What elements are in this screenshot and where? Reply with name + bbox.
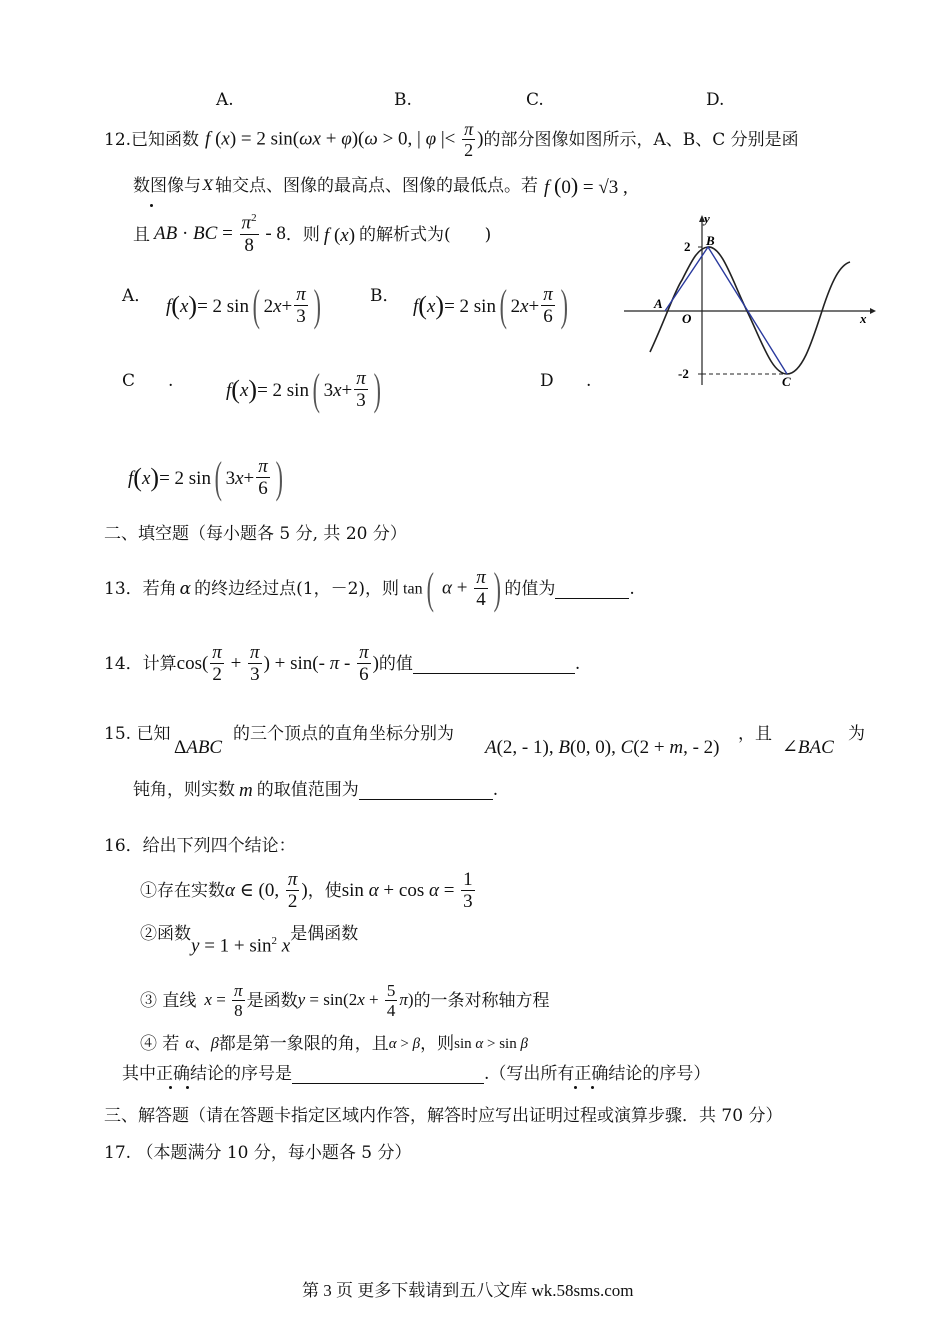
q12-text5: 且 [133,224,150,245]
y-axis-label: y [704,211,710,226]
q15-mid2: ，且 [738,724,772,744]
q12-line2 [133,171,628,201]
q13-answer-blank [555,580,629,599]
tick-minus2-label: -2 [678,366,689,381]
q12-text2: 的部分图像如图所示，A、B、C 分别是函 [483,129,799,150]
choice-d: D. [706,90,725,110]
q12-sine-graph [620,210,880,390]
q15-angle: ∠BAC [782,737,834,758]
q13-alpha: α [179,578,192,599]
q16-answer-line: 其中正确结论的序号是 .（写出所有正确结论的序号） [122,1063,711,1084]
q15-coordinates: A(2, - 1), B(0, 0), C(2 + m, - 2) [485,737,720,758]
q15-post: 为 [848,724,865,744]
x-axis-arrow-icon [870,308,876,314]
q15-pre: 15. 已知 [104,724,171,744]
q12-function-def: f (x) = 2 sin(ωx + φ)(ω > 0, | φ |< $\frac{\pi}{2}$ ) [205,118,484,160]
q12-x-letter: X [203,178,213,194]
q16-heading: 16．给出下列四个结论： [104,836,296,856]
q14-pre: 14．计算 [104,653,177,674]
q13-post: 的值为 [504,578,556,599]
q15-line2: 钝角，则实数 m 的取值范围为 . [133,779,499,801]
q15-mid: 的三个顶点的直角坐标分别为 [233,724,454,744]
q12-opt-a-formula: f ( x ) = 2 sin ( 2 x + $\frac{\pi}{3}$ ) [166,281,321,330]
choice-a: A. [216,90,234,110]
q17-heading: 17. （本题满分 10 分，每小题各 5 分） [104,1143,412,1163]
q12-opt-a-label: A． [122,286,152,306]
q14-post: 的值 [378,653,413,674]
x-axis-label: x [860,311,867,326]
q12-text4: 轴交点、图像的最高点、图像的最低点。若 [214,175,538,196]
q12-text6: ．则 [285,224,320,245]
q13-pre: 13．若角 [104,578,177,599]
q16-answer-blank [292,1065,484,1084]
section3-heading: 三、解答题（请在答题卡指定区域内作答，解答时应写出证明过程或演算步骤．共 70 分） [104,1106,783,1126]
point-b-label: B [706,233,715,248]
q13-mid: 的终边经过点(1，－2)，则 [194,578,400,599]
q16-conclusion-3: ③ 直线 x = $\frac{\pi}{8}$ 是函数 y = sin(2x + $\frac{5}{4}$ π) 的一条对称轴方程 [140,980,550,1020]
q12-line3: 且 AB · BC = $\frac{\pi^2}{8}$ - 8 ．则 f (x) 的解析式为( ) [133,212,492,256]
q12-text1: 已知函数 [131,129,200,150]
q12-line1 [104,116,799,164]
choice-b: B. [394,90,412,110]
origin-label: O [682,311,692,326]
point-a-label: A [654,296,663,311]
q12-f0: f (0) = √3 , [543,173,628,198]
q14: 14．计算 cos( $\frac{\pi}{2}$ + $\frac{\pi}{3}$ ) + sin(- π - $\frac{\pi}{6}$ ) 的值 . [104,641,581,685]
q15-triangle: ΔABC [174,737,223,758]
q12-text7: 的解析式为( ) [359,224,492,245]
q12-dot-product: AB · BC = $\frac{\pi^2}{8}$ - 8 [154,212,286,256]
q16-conclusion-2: ②函数 $y = 1 + \sin^2 x$ 是偶函数 [140,924,359,957]
q12-opt-c-label: C [122,371,136,391]
q16-conclusion-4: ④ 若 α 、 β 都是第一象限的角，且 α > β ，则 sin α > sin β [140,1033,528,1054]
tick-2-label: 2 [684,239,691,254]
q12-opt-b-label: B． [370,286,400,306]
page-footer: 第 3 页 更多下载请到五八文库 wk.58sms.com [302,1281,634,1300]
q12-opt-b-formula: f ( x ) = 2 sin ( 2 x + $\frac{\pi}{6}$ ) [413,281,568,330]
q16-conclusion-1: ①存在实数 α ∈ (0, $\frac{\pi}{2}$ ) ，使 sin α + cos α = $\frac{1}{3}$ [140,868,473,912]
q12-number: 12. [104,129,132,150]
q14-answer-blank [413,655,575,674]
choice-c: C. [526,90,544,110]
q12-opt-d-label: D [540,371,554,391]
q13: 13．若角 α 的终边经过点(1，－2)，则 tan( α + $\frac{\pi}{4}$ ) 的值为 . [104,564,635,613]
q12-opt-d-formula: f ( x ) = 2 sin ( 3 x + $\frac{\pi}{6}$ ) [128,453,283,502]
section2-heading: 二、填空题（每小题各 5 分, 共 20 分） [104,524,407,544]
q15-answer-blank [359,781,493,800]
point-c-label: C [782,374,791,389]
q12-text3: 数图像与 [133,175,201,196]
q12-opt-c-formula: f ( x ) = 2 sin ( 3 x + $\frac{\pi}{3}$ ) [226,365,381,414]
